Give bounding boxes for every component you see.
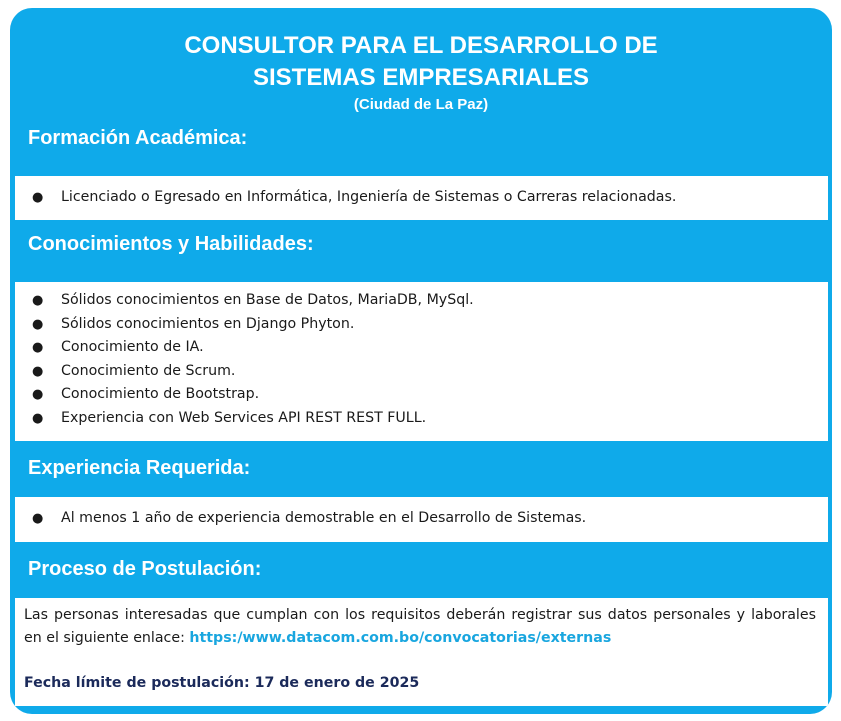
list-formacion [15,186,828,210]
location-subtitle: (Ciudad de La Paz) [353,96,489,113]
list-item: ● Al menos 1 año de experiencia demostrable en el Desarrollo de Sistemas. [15,507,828,531]
list-item: ● Experiencia con Web Services API REST REST FULL. [15,407,828,431]
title-line-2: SISTEMAS EMPRESARIALES [252,64,590,91]
panel-experiencia [15,497,828,542]
bullet-icon: ● [32,363,44,379]
section-title-formacion: Formación Académica: [28,127,248,149]
list-item: ● Sólidos conocimientos en Django Phyton. [15,313,828,337]
bullet-icon: ● [32,190,44,205]
title-line-1: CONSULTOR PARA EL DESARROLLO DE [184,32,658,59]
panel-conocimientos [15,282,828,441]
list-conocimientos [15,289,828,430]
job-posting-card [10,8,832,714]
section-title-conocimientos: Conocimientos y Habilidades: [28,233,314,255]
list-experiencia [15,507,828,531]
application-deadline: Fecha límite de postulación: 17 de enero de 2025 [24,675,420,691]
list-item: ● Sólidos conocimientos en Base de Datos, MariaDB, MySql. [15,289,828,313]
section-title-experiencia: Experiencia Requerida: [28,457,251,479]
bullet-icon: ● [32,316,44,332]
application-link[interactable]: https:/www.datacom.com.bo/convocatorias/externas [189,630,612,646]
panel-formacion [15,176,828,220]
list-item: ● Licenciado o Egresado en Informática, Ingeniería de Sistemas o Carreras relacionadas. [15,186,828,210]
list-item: ● Conocimiento de Bootstrap. [15,383,828,407]
section-title-proceso: Proceso de Postulación: [28,558,262,580]
bullet-icon: ● [32,410,44,426]
application-instructions [24,604,816,650]
list-item: ● Conocimiento de IA. [15,336,828,360]
panel-proceso [15,598,828,706]
bullet-icon: ● [32,340,44,355]
bullet-icon: ● [32,511,44,526]
bullet-icon: ● [32,293,44,308]
bullet-icon: ● [32,387,44,402]
application-text: Las personas interesadas que cumplan con los requisitos deberán registrar sus datos personales y laborales en el siguiente enlace: [24,607,816,646]
list-item: ● Conocimiento de Scrum. [15,360,828,384]
